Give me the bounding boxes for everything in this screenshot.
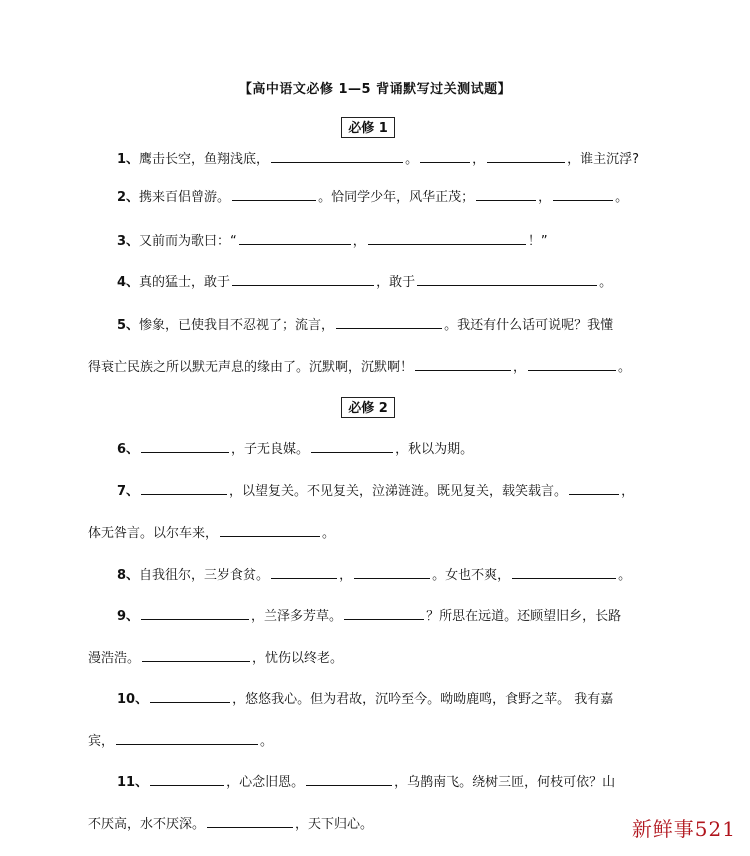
question-text: ，以望复关。不见复关，泣涕涟涟。既见复关，载笑载言。 — [229, 484, 568, 499]
question-number: 5、 — [117, 318, 140, 333]
question-text: ， — [472, 152, 486, 167]
question-number: 2、 — [117, 190, 140, 205]
question-text: ，天下归心。 — [295, 817, 374, 832]
question-text: ，兰泽多芳草。 — [251, 609, 343, 624]
question-number: 9、 — [117, 609, 140, 624]
answer-blank[interactable] — [271, 566, 337, 579]
question-11-cont — [88, 815, 373, 834]
question-text: ， — [538, 190, 552, 205]
question-text: 鹰击长空，鱼翔浅底， — [139, 152, 270, 167]
question-number: 11、 — [117, 775, 149, 790]
answer-blank[interactable] — [368, 232, 526, 245]
answer-blank[interactable] — [415, 358, 511, 371]
question-text: 。 — [405, 152, 419, 167]
question-number: 10、 — [117, 692, 149, 707]
question-text: 宾， — [88, 734, 115, 749]
question-number: 1、 — [117, 152, 140, 167]
section-label-2: 必修 2 — [341, 397, 395, 418]
question-text: ，心念旧恩。 — [226, 775, 305, 790]
answer-blank[interactable] — [116, 732, 258, 745]
question-9 — [117, 607, 621, 626]
answer-blank[interactable] — [141, 440, 229, 453]
question-number: 4、 — [117, 275, 140, 290]
answer-blank[interactable] — [417, 273, 597, 286]
question-text: 。 — [322, 526, 336, 541]
answer-blank[interactable] — [239, 232, 351, 245]
watermark: 新鲜事521 — [631, 817, 736, 841]
question-text: ？所思在远道。还顾望旧乡，长路 — [426, 609, 622, 624]
question-text: 。 — [615, 190, 629, 205]
answer-blank[interactable] — [220, 524, 320, 537]
answer-blank[interactable] — [528, 358, 616, 371]
question-3 — [117, 232, 548, 251]
question-number: 7、 — [117, 484, 140, 499]
question-text: 自我徂尔，三岁食贫。 — [139, 568, 270, 583]
answer-blank[interactable] — [569, 482, 619, 495]
question-2 — [117, 188, 628, 207]
question-text: 。恰同学少年，风华正茂； — [318, 190, 475, 205]
question-text: 。女也不爽， — [432, 568, 511, 583]
question-text: ，乌鹊南飞。绕树三匝，何枝可依？山 — [394, 775, 616, 790]
question-1 — [117, 150, 639, 169]
question-10-cont — [88, 732, 273, 751]
question-text: ，谁主沉浮? — [567, 152, 639, 167]
question-number: 8、 — [117, 568, 140, 583]
question-text: ， — [352, 234, 366, 249]
question-5-cont — [88, 358, 631, 377]
answer-blank[interactable] — [354, 566, 430, 579]
page-title: 【高中语文必修 1—5 背诵默写过关测试题】 — [238, 82, 512, 97]
question-text: 携来百侣曾游。 — [139, 190, 231, 205]
question-text: 真的猛士，敢于 — [139, 275, 231, 290]
question-text: ，悠悠我心。但为君故，沉吟至今。呦呦鹿鸣，食野之苹。 我有嘉 — [232, 692, 614, 707]
question-9-cont — [88, 649, 343, 668]
question-text: 。 — [260, 734, 274, 749]
question-text: ，秋以为期。 — [395, 442, 474, 457]
answer-blank[interactable] — [553, 188, 613, 201]
question-text: 。我还有什么话可说呢？我懂 — [444, 318, 614, 333]
question-text: ， — [621, 484, 635, 499]
question-text: ， — [513, 360, 527, 375]
question-7 — [117, 482, 634, 501]
question-number: 6、 — [117, 442, 140, 457]
answer-blank[interactable] — [311, 440, 393, 453]
answer-blank[interactable] — [512, 566, 616, 579]
question-text: 得衰亡民族之所以默无声息的缘由了。沉默啊，沉默啊！ — [88, 360, 414, 375]
question-11 — [117, 773, 615, 792]
question-text: 。 — [599, 275, 613, 290]
question-4 — [117, 273, 612, 292]
answer-blank[interactable] — [271, 150, 403, 163]
question-7-cont — [88, 524, 335, 543]
question-text: 体无咎言。以尔车来， — [88, 526, 219, 541]
answer-blank[interactable] — [232, 188, 316, 201]
question-text: 惨象，已使我目不忍视了；流言， — [139, 318, 335, 333]
answer-blank[interactable] — [232, 273, 374, 286]
answer-blank[interactable] — [487, 150, 565, 163]
answer-blank[interactable] — [306, 773, 392, 786]
question-8 — [117, 566, 631, 585]
question-text: ， — [339, 568, 353, 583]
question-5 — [117, 316, 613, 335]
question-text: 。 — [618, 360, 632, 375]
answer-blank[interactable] — [344, 607, 424, 620]
answer-blank[interactable] — [150, 690, 230, 703]
question-text: ！” — [527, 234, 548, 249]
answer-blank[interactable] — [141, 607, 249, 620]
answer-blank[interactable] — [141, 482, 227, 495]
answer-blank[interactable] — [336, 316, 442, 329]
question-number: 3、 — [117, 234, 140, 249]
question-text: ，忧伤以终老。 — [252, 651, 344, 666]
question-6 — [117, 440, 473, 459]
answer-blank[interactable] — [142, 649, 250, 662]
question-10 — [117, 690, 613, 709]
section-label-1: 必修 1 — [341, 117, 395, 138]
question-text: 不厌高，水不厌深。 — [88, 817, 206, 832]
answer-blank[interactable] — [420, 150, 470, 163]
answer-blank[interactable] — [207, 815, 293, 828]
question-text: 。 — [618, 568, 632, 583]
question-text: ，敢于 — [376, 275, 416, 290]
question-text: 又前而为歌曰：“ — [139, 234, 237, 249]
answer-blank[interactable] — [150, 773, 224, 786]
question-text: 漫浩浩。 — [88, 651, 141, 666]
answer-blank[interactable] — [476, 188, 536, 201]
question-text: ，子无良媒。 — [231, 442, 310, 457]
